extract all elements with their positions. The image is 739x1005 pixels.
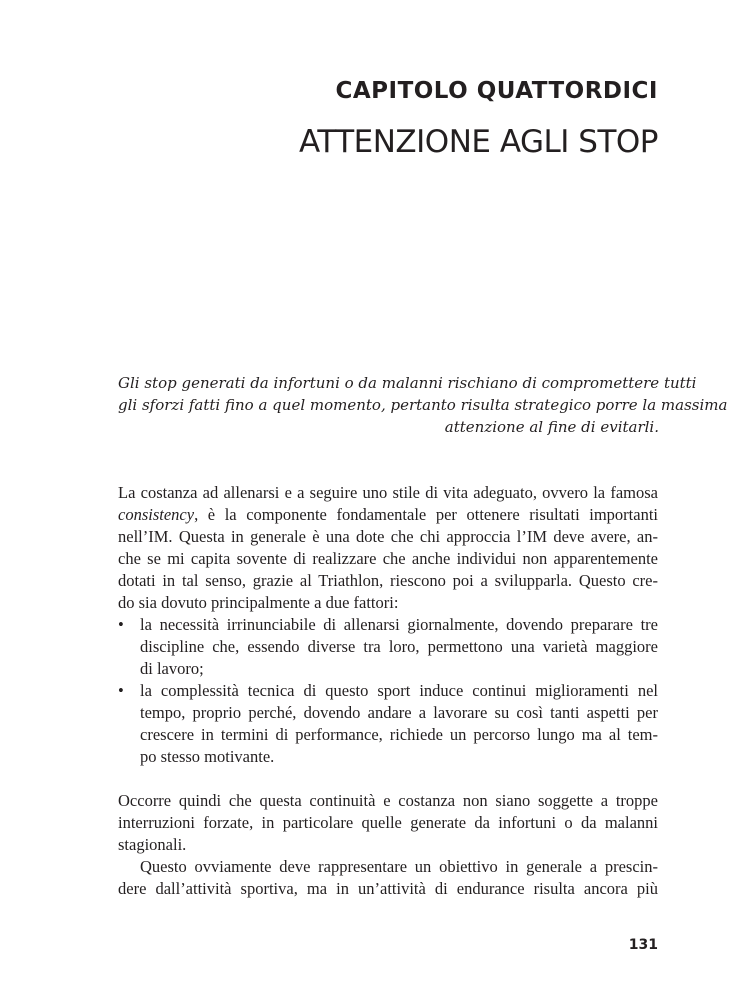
paragraph-text: , è la componente fondamentale per ottenere risultati importanti [194,505,658,524]
bullet-line: crescere in termini di performance, richiede un percorso lungo ma al tem- [140,725,658,744]
bullet-line: tempo, proprio perché, dovendo andare a lavorare su così tanti aspetti per [140,703,658,722]
bullet-line: la necessità irrinunciabile di allenarsi giornalmente, dovendo preparare tre [140,615,658,634]
bullet-marker: • [118,681,124,700]
epigraph [118,372,728,438]
page-number: 131 [628,937,658,953]
paragraph-gap [118,768,658,790]
paragraph-line: interruzioni forzate, in particolare quelle generate da infortuni o da malanni [118,813,658,832]
paragraph-line [118,504,658,526]
paragraph-line: stagionali. [118,835,187,854]
bullet-line: la complessità tecnica di questo sport induce continui miglioramenti nel [140,681,658,700]
chapter-title: ATTENZIONE AGLI STOP [299,124,658,160]
paragraph-line: La costanza ad allenarsi e a seguire uno stile di vita adeguato, ovvero la famosa [118,483,658,502]
paragraph-line: dere dall’attività sportiva, ma in un’attività di endurance risulta ancora più [118,879,658,898]
italic-term: consistency [118,505,195,524]
bullet-item [118,614,658,680]
epigraph-line: Gli stop generati da infortuni o da malanni rischiano di compromettere tutti [118,374,697,392]
bullet-marker: • [118,615,124,634]
bullet-line: po stesso motivante. [140,747,275,766]
bullet-item [118,680,658,768]
epigraph-line: attenzione al fine di evitarli. [444,418,659,436]
paragraph-line: nell’IM. Questa in generale è una dote che chi approccia l’IM deve avere, an- [118,527,658,546]
chapter-label: CAPITOLO QUATTORDICI [335,78,658,104]
paragraph-line: che se mi capita sovente di realizzare che anche individui non apparentemente [118,549,658,568]
bullet-line: discipline che, essendo diverse tra loro, permettono una varietà maggiore [140,637,658,656]
epigraph-line: gli sforzi fatti fino a quel momento, pertanto risulta strategico porre la massima [118,396,728,414]
paragraph-line: Occorre quindi che questa continuità e costanza non siano soggette a troppe [118,791,658,810]
paragraph-line: Questo ovviamente deve rappresentare un obiettivo in generale a prescin- [140,857,658,876]
paragraph-line: do sia dovuto principalmente a due fattori: [118,593,399,612]
bullet-line: di lavoro; [140,659,204,678]
paragraph-line: dotati in tal senso, grazie al Triathlon, riescono poi a svilupparla. Questo cre- [118,571,658,590]
body-text [118,482,658,900]
